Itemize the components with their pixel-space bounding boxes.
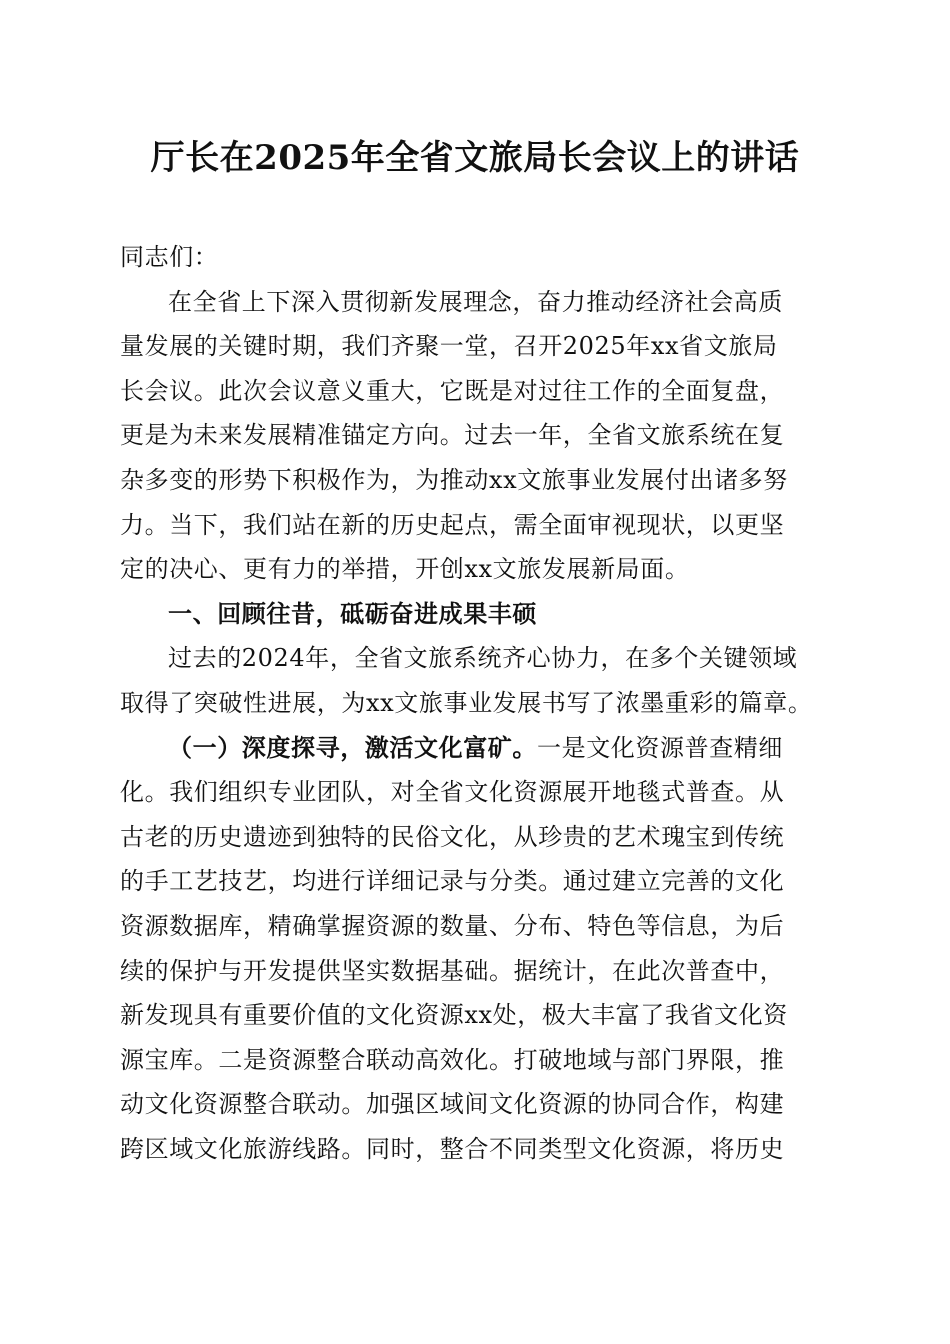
paragraph-line: 量发展的关键时期，我们齐聚一堂，召开2025年xx省文旅局 xyxy=(120,332,778,361)
paragraph-line-with-subhead xyxy=(120,726,830,771)
paragraph-line: 的手工艺技艺，均进行详细记录与分类。通过建立完善的文化 xyxy=(120,867,785,896)
paragraph-text: 一是文化资源普查精细 xyxy=(537,733,783,762)
paragraph-line: 古老的历史遗迹到独特的民俗文化，从珍贵的艺术瑰宝到传统 xyxy=(120,822,785,851)
document-body xyxy=(120,235,830,1171)
subsection-heading: （一）深度探寻，激活文化富矿。 xyxy=(168,733,537,762)
section-heading: 一、回顾往昔，砥砺奋进成果丰硕 xyxy=(168,599,537,628)
paragraph-line: 源宝库。二是资源整合联动高效化。打破地域与部门界限，推 xyxy=(120,1045,785,1074)
paragraph-line: 定的决心、更有力的举措，开创xx文旅发展新局面。 xyxy=(120,555,690,584)
paragraph-line: 过去的2024年，全省文旅系统齐心协力，在多个关键领域 xyxy=(168,644,798,673)
paragraph-line: 新发现具有重要价值的文化资源xx处，极大丰富了我省文化资 xyxy=(120,1001,788,1030)
paragraph-line: 资源数据库，精确掌握资源的数量、分布、特色等信息，为后 xyxy=(120,911,785,940)
paragraph-line: 更是为未来发展精准锚定方向。过去一年，全省文旅系统在复 xyxy=(120,421,785,450)
paragraph-line: 动文化资源整合联动。加强区域间文化资源的协同合作，构建 xyxy=(120,1090,785,1119)
salutation: 同志们： xyxy=(120,243,219,271)
paragraph-line: 取得了突破性进展，为xx文旅事业发展书写了浓墨重彩的篇章。 xyxy=(120,688,813,717)
paragraph-line: 续的保护与开发提供坚实数据基础。据统计，在此次普查中， xyxy=(120,956,785,985)
paragraph-line: 跨区域文化旅游线路。同时，整合不同类型文化资源，将历史 xyxy=(120,1134,785,1163)
paragraph-line: 力。当下，我们站在新的历史起点，需全面审视现状，以更坚 xyxy=(120,510,785,539)
paragraph-line: 在全省上下深入贯彻新发展理念，奋力推动经济社会高质 xyxy=(168,287,783,316)
paragraph-line: 化。我们组织专业团队，对全省文化资源展开地毯式普查。从 xyxy=(120,778,785,807)
document-title: 厅长在2025年全省文旅局长会议上的讲话 xyxy=(150,138,800,178)
paragraph-line: 长会议。此次会议意义重大，它既是对过往工作的全面复盘， xyxy=(120,376,785,405)
paragraph-line: 杂多变的形势下积极作为，为推动xx文旅事业发展付出诸多努 xyxy=(120,465,788,494)
